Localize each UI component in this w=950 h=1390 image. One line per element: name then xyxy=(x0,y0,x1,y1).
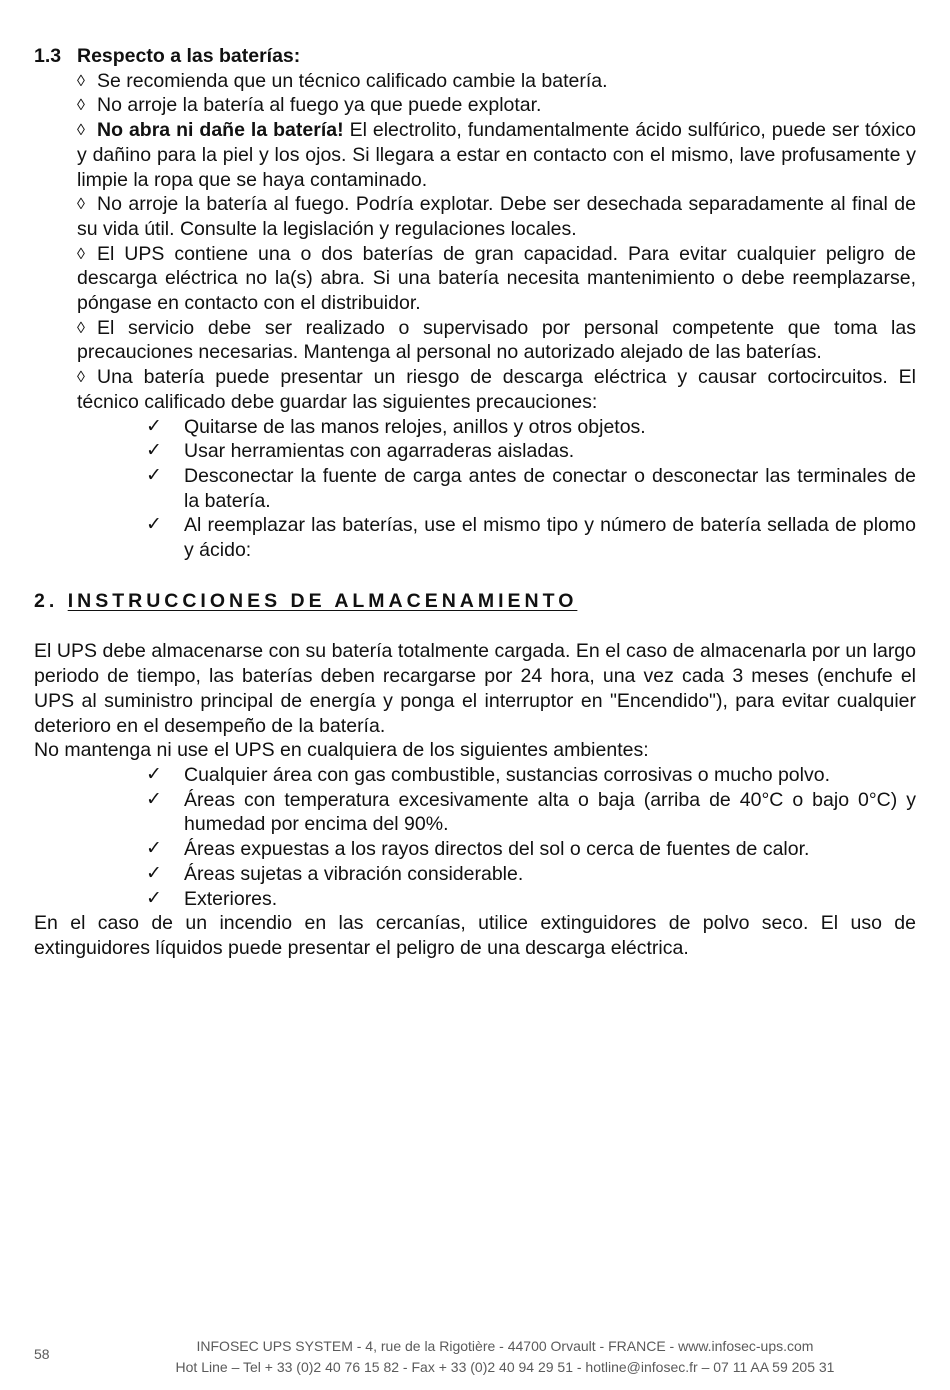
warning-item xyxy=(77,365,916,414)
warning-text: El servicio debe ser realizado o supervisado por personal competente que toma las precauciones necesarias. Mantenga al personal no autorizado alejado de las baterías. xyxy=(77,316,916,364)
warning-item xyxy=(77,69,916,94)
storage-paragraph: El UPS debe almacenarse con su batería totalmente cargada. En el caso de almacenarla por un largo periodo de tiempo, las baterías deben recargarse por 24 hora, una vez cada 3 meses (enchufe el UPS al suministro principal de energía y ponga el interruptor en "Encendido"), para evitar cualquier deterioro en el desempeño de la batería. xyxy=(34,640,916,737)
list-item-text: Áreas con temperatura excesivamente alta o baja (arriba de 40°C o bajo 0°C) y humedad por encima del 90%. xyxy=(184,788,916,836)
section-title: INSTRUCCIONES DE ALMACENAMIENTO xyxy=(67,589,578,612)
list-item xyxy=(146,439,916,464)
list-item xyxy=(146,837,916,862)
document-page xyxy=(34,44,916,961)
page-footer xyxy=(0,1336,950,1378)
precautions-list xyxy=(34,415,916,563)
list-item-text: Áreas sujetas a vibración considerable. xyxy=(184,862,524,885)
warning-text: El electrolito, fundamentalmente ácido sulfúrico, puede ser tóxico y dañino para la piel y los ojos. Si llegara a estar en contacto con el mismo, lave profusamente y limpie la ropa que se haya contaminado. xyxy=(77,119,916,191)
section-title: Respecto a las baterías: xyxy=(77,45,301,67)
diamond-bullet-icon: ◊ xyxy=(77,245,85,263)
list-item-text: Al reemplazar las baterías, use el mismo tipo y número de batería sellada de plomo y ácido: xyxy=(184,514,916,562)
warning-text: Se recomienda que un técnico calificado cambie la batería. xyxy=(97,69,608,92)
list-item-text: Exteriores. xyxy=(184,887,278,910)
list-item xyxy=(146,763,916,788)
list-item-text: Desconectar la fuente de carga antes de conectar o desconectar las terminales de la batería. xyxy=(184,464,916,512)
diamond-bullet-icon: ◊ xyxy=(77,319,85,337)
list-item xyxy=(146,513,916,562)
warning-text: No arroje la batería al fuego. Podría explotar. Debe ser desechada separadamente al final de su vida útil. Consulte la legislación y regulaciones locales. xyxy=(77,193,916,240)
check-mark-icon: ✓ xyxy=(146,838,162,860)
environment-intro: No mantenga ni use el UPS en cualquiera de los siguientes ambientes: xyxy=(34,739,649,762)
fire-paragraph: En el caso de un incendio en las cercanías, utilice extinguidores de polvo seco. El uso de extinguidores líquidos puede presentar el peligro de una descarga eléctrica. xyxy=(34,912,916,959)
list-item xyxy=(146,862,916,887)
check-mark-icon: ✓ xyxy=(146,464,162,486)
check-mark-icon: ✓ xyxy=(146,415,162,437)
warning-text: El UPS contiene una o dos baterías de gran capacidad. Para evitar cualquier peligro de descarga eléctrica no la(s) abra. Si una batería necesita mantenimiento o debe reemplazarse, póngase en contacto con el distribuidor. xyxy=(77,242,916,315)
list-item-text: Cualquier área con gas combustible, sustancias corrosivas o mucho polvo. xyxy=(184,763,830,786)
warning-text: Una batería puede presentar un riesgo de descarga eléctrica y causar cortocircuitos. El técnico calificado debe guardar las siguientes precauciones: xyxy=(77,366,916,413)
battery-warnings xyxy=(34,69,916,415)
list-item-text: Quitarse de las manos relojes, anillos y otros objetos. xyxy=(184,415,646,438)
warning-item xyxy=(77,118,916,192)
page-number: 58 xyxy=(34,1346,50,1362)
diamond-bullet-icon: ◊ xyxy=(77,122,85,140)
diamond-bullet-icon: ◊ xyxy=(77,97,85,115)
section-2-heading xyxy=(34,589,916,614)
check-mark-icon: ✓ xyxy=(146,887,162,909)
check-mark-icon: ✓ xyxy=(146,763,162,785)
warning-item xyxy=(77,242,916,316)
section-1-3-heading xyxy=(34,44,916,69)
diamond-bullet-icon: ◊ xyxy=(77,72,85,90)
footer-contact: Hot Line – Tel + 33 (0)2 40 76 15 82 - Fax + 33 (0)2 40 94 29 51 - hotline@infosec.fr – 07 11 AA 59 205 31 xyxy=(175,1359,835,1375)
list-item-text: Usar herramientas con agarraderas aisladas. xyxy=(184,440,575,463)
list-item-text: Áreas expuestas a los rayos directos del sol o cerca de fuentes de calor. xyxy=(184,838,810,861)
list-item xyxy=(146,415,916,440)
diamond-bullet-icon: ◊ xyxy=(77,369,85,387)
warning-bold-text: No abra ni dañe la batería! xyxy=(97,119,344,142)
check-mark-icon: ✓ xyxy=(146,440,162,462)
warning-item xyxy=(77,93,916,118)
environment-list xyxy=(34,763,916,911)
check-mark-icon: ✓ xyxy=(146,788,162,810)
warning-item xyxy=(77,316,916,365)
list-item xyxy=(146,464,916,513)
diamond-bullet-icon: ◊ xyxy=(77,196,85,214)
section-number: 1.3 xyxy=(34,45,62,67)
check-mark-icon: ✓ xyxy=(146,514,162,536)
warning-text: No arroje la batería al fuego ya que puede explotar. xyxy=(97,94,542,117)
section-number: 2. xyxy=(34,589,59,612)
list-item xyxy=(146,887,916,912)
footer-address: INFOSEC UPS SYSTEM - 4, rue de la Rigotière - 44700 Orvault - FRANCE - www.infosec-ups.com xyxy=(196,1338,814,1354)
list-item xyxy=(146,788,916,837)
check-mark-icon: ✓ xyxy=(146,862,162,884)
warning-item xyxy=(77,192,916,241)
